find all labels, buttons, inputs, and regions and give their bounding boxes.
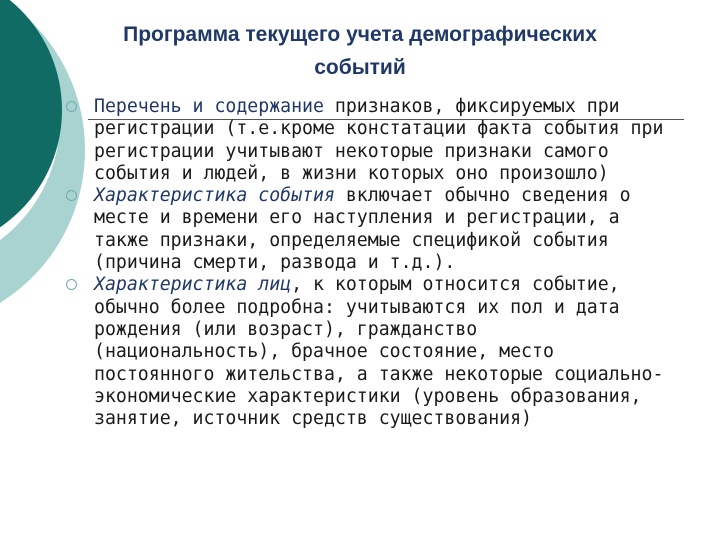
list-item [66, 185, 666, 274]
bullet-ring-icon [66, 101, 77, 112]
item-lead: Характеристика события [94, 185, 335, 207]
bullet-ring-icon [66, 190, 77, 201]
slide-title-line1: Программа текущего учета демографических [123, 23, 597, 46]
bullet-ring-icon [66, 279, 77, 290]
slide-title [80, 18, 640, 84]
item-lead: Характеристика лиц [94, 274, 292, 296]
item-text: признаков, фиксируемых при регистрации (т.е.кроме констатации факта события при регистрации учитывают некоторые признаки самого события и людей, в жизни которых оно произошло) [94, 96, 664, 184]
bullet-list [66, 96, 666, 430]
item-lead: Перечень и содержание [94, 96, 324, 117]
slide-title-line2: событий [314, 56, 406, 79]
list-item [66, 274, 666, 430]
list-item [66, 96, 666, 185]
item-text: , к которым относится событие, обычно более подробна: учитываются их пол и дата рождения (или возраст), гражданство (национальность), брачное состояние, место постоянного жительства, а также некоторые социально-экономические характеристики (уровень образования, занятие, источник средств существования) [94, 274, 664, 430]
item-text: включает обычно сведения о месте и времени его наступления и регистрации, а также признаки, определяемые спецификой события (причина смерти, развода и т.д.). [94, 185, 631, 274]
